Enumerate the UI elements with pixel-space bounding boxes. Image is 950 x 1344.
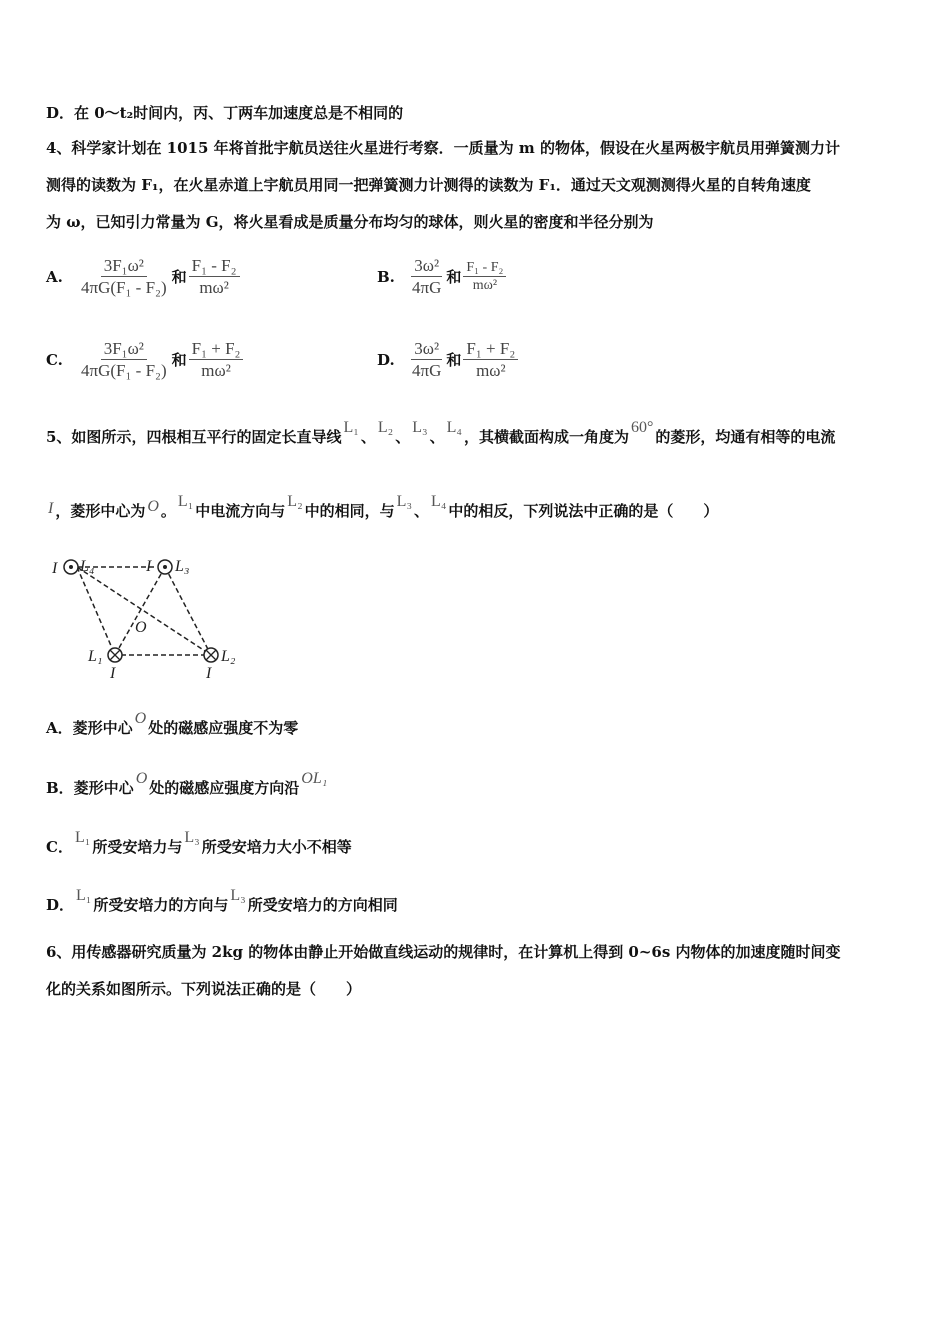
option-label: C. (46, 350, 63, 369)
sep: 、 (414, 502, 430, 520)
symbol-l1: L₁ (177, 493, 194, 510)
denominator: mω² (472, 278, 498, 293)
rhombus-wire-figure (45, 548, 255, 683)
density-formula (409, 338, 444, 381)
q4-option-c (46, 338, 245, 381)
text: 处的磁感应强度方向沿 (149, 779, 300, 797)
q4-text-line: 为 ω，已知引力常量为 G，将火星看成是质量分布均匀的球体，则火星的密度和半径分别为 (46, 213, 654, 231)
density-formula (78, 338, 170, 381)
label-l1: L₁ (88, 648, 103, 665)
label-i: I (110, 665, 116, 682)
denominator: 4πG (412, 278, 442, 297)
symbol-l3: L₃ (184, 829, 200, 846)
denominator: mω² (199, 278, 229, 297)
and-text: 和 (446, 351, 462, 369)
text: C． (46, 838, 73, 856)
denominator: 4πG(F₁ - F₂) (81, 278, 167, 297)
and-text: 和 (171, 351, 187, 369)
q5-option-d (46, 887, 398, 915)
and-text: 和 (171, 268, 187, 286)
symbol-l4: L₄ (446, 419, 462, 436)
q5-option-c (46, 829, 352, 857)
q4-option-a (46, 255, 242, 298)
text: 中电流方向与 (195, 502, 286, 520)
text: 所受安培力与 (92, 838, 183, 856)
numerator: F₁ + F₂ (189, 338, 244, 360)
rhombus-dashed-lines (77, 567, 211, 655)
label-i: I (206, 665, 212, 682)
radius-formula (463, 338, 518, 381)
q6-text-line: 化的关系如图所示。下列说法正确的是（ ） (46, 980, 362, 998)
symbol-l1: L₁ (74, 829, 91, 846)
numerator: 3ω² (411, 255, 442, 277)
wire-l1-in-icon (108, 648, 122, 662)
symbol-l2: L₂ (287, 493, 303, 510)
symbol-l3: L₃ (412, 419, 428, 436)
symbol-o: O (147, 498, 159, 515)
text: ，其横截面构成一角度为 (463, 428, 629, 446)
text: 中的相同，与 (304, 502, 395, 520)
q5-text-line-1 (46, 419, 836, 447)
text: D． (46, 896, 75, 914)
label-i: I (146, 558, 152, 575)
q6-text-line: 6、用传感器研究质量为 2kg 的物体由静止开始做直线运动的规律时，在计算机上得到 0~6s 内物体的加速度随时间变 (46, 943, 841, 961)
symbol-i: I (48, 500, 54, 517)
q4-option-d (377, 338, 520, 381)
q4-text-line: 测得的读数为 F₁，在火星赤道上宇航员用同一把弹簧测力计测得的读数为 F₁．通过天文观测测得火星的自转角速度 (46, 176, 811, 194)
text: 5、如图所示，四根相互平行的固定长直导线 (46, 428, 342, 446)
radius-formula (189, 255, 240, 298)
symbol-o: O (134, 710, 147, 727)
symbol-ol1: OL₁ (301, 770, 328, 787)
q5-option-b (46, 770, 329, 798)
wire-l2-in-icon (204, 648, 218, 662)
denominator: 4πG (412, 361, 442, 380)
density-formula (409, 255, 444, 298)
label-l2: L₂ (221, 648, 236, 665)
symbol-l3: L₃ (396, 493, 413, 510)
numerator: F₁ - F₂ (189, 255, 240, 277)
text: ，菱形中心为 (55, 502, 146, 520)
sep: 、 (360, 428, 376, 446)
sep: 、 (429, 428, 445, 446)
text: 中的相反，下列说法中正确的是（ ） (448, 502, 719, 520)
label-l4: L₄ (80, 558, 95, 575)
label-i: I (52, 560, 58, 577)
numerator: 3ω² (411, 338, 442, 360)
symbol-l4: L₄ (431, 493, 447, 510)
text: 。 (160, 502, 176, 520)
q5-option-a (46, 710, 299, 738)
denominator: mω² (476, 361, 506, 380)
symbol-l1: L₁ (76, 887, 92, 904)
angle-value: 60° (630, 419, 654, 436)
denominator: 4πG(F₁ - F₂) (81, 361, 167, 380)
text: A．菱形中心 (46, 719, 133, 737)
numerator: F₁ + F₂ (463, 338, 518, 360)
wire-l3-out-icon (158, 560, 172, 574)
wire-l4-out-icon (64, 560, 78, 574)
text: B．菱形中心 (46, 779, 134, 797)
denominator: mω² (201, 361, 231, 380)
and-text: 和 (446, 268, 462, 286)
symbol-l1: L₁ (343, 419, 359, 436)
symbol-l3: L₃ (230, 887, 246, 904)
numerator: F₁ - F₂ (463, 259, 506, 277)
option-label: B. (377, 267, 395, 286)
q4-text-line: 4、科学家计划在 1015 年将首批宇航员送往火星进行考察．一质量为 m 的物体，假设在火星两极宇航员用弹簧测力计 (46, 139, 840, 157)
label-l3: L₃ (175, 558, 190, 575)
option-label: D. (377, 350, 395, 369)
q5-text-line-2 (46, 493, 719, 521)
radius-formula (189, 338, 244, 381)
symbol-l2: L₂ (377, 419, 394, 436)
sep: 、 (395, 428, 411, 446)
radius-formula (463, 259, 506, 294)
label-o: O (135, 619, 147, 636)
text: 的菱形，均通有相等的电流 (655, 428, 836, 446)
text: 处的磁感应强度不为零 (148, 719, 299, 737)
text: 所受安培力大小不相等 (201, 838, 352, 856)
q4-option-b (377, 255, 508, 298)
density-formula (78, 255, 170, 298)
q3-option-d: D．在 0～t₂时间内，丙、丁两车加速度总是不相同的 (46, 104, 404, 122)
symbol-o: O (135, 770, 148, 787)
text: 所受安培力的方向相同 (247, 896, 398, 914)
option-label: A. (46, 267, 63, 286)
text: 所受安培力的方向与 (93, 896, 229, 914)
numerator: 3F₁ω² (101, 338, 147, 360)
numerator: 3F₁ω² (101, 255, 147, 277)
